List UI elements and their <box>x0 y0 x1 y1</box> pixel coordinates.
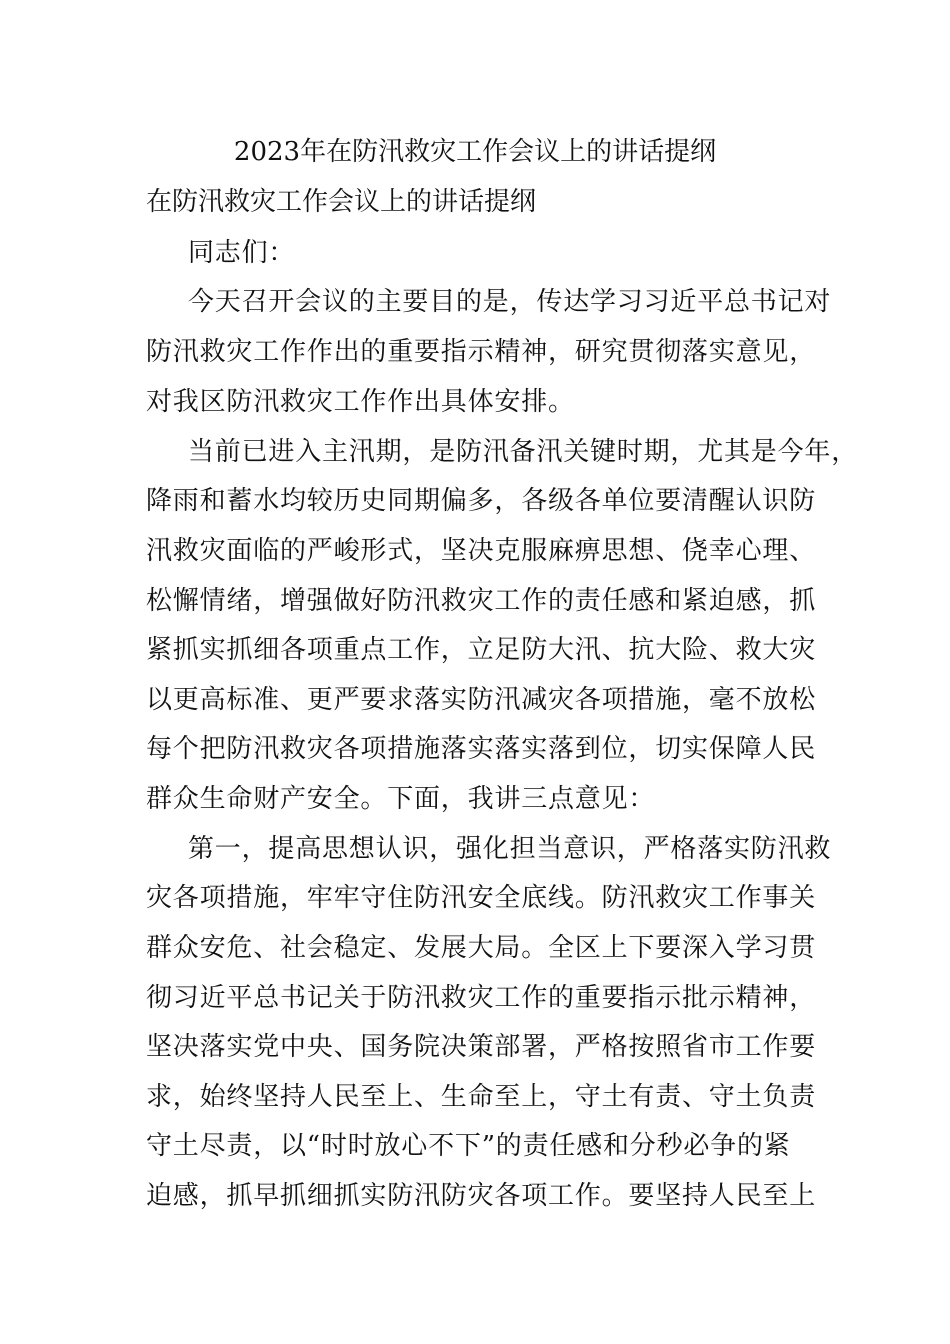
text-line: 对我区防汛救灾工作作出具体安排。 <box>146 387 575 417</box>
text-line: 紧抓实抓细各项重点工作，立足防大汛、抗大险、救大灾 <box>146 635 817 665</box>
text-line: 灾各项措施，牢牢守住防汛安全底线。防汛救灾工作事关 <box>146 883 817 913</box>
text-line: 防汛救灾工作作出的重要指示精神，研究贯彻落实意见， <box>146 337 817 367</box>
text-line: 守土尽责，以“时时放心不下”的责任感和分秒必争的紧 <box>146 1131 791 1161</box>
text-line: 汛救灾面临的严峻形式，坚决克服麻痹思想、侥幸心理、 <box>146 536 817 566</box>
document-subtitle: 在防汛救灾工作会议上的讲话提纲 <box>146 187 537 217</box>
document-title: 2023年在防汛救灾工作会议上的讲话提纲 <box>233 137 717 167</box>
text-line: 降雨和蓄水均较历史同期偏多，各级各单位要清醒认识防 <box>146 486 817 516</box>
text-line: 同志们： <box>188 238 296 268</box>
text-line: 群众安危、社会稳定、发展大局。全区上下要深入学习贯 <box>146 933 817 963</box>
text-line: 彻习近平总书记关于防汛救灾工作的重要指示批示精神， <box>146 983 817 1013</box>
text-line: 第一，提高思想认识，强化担当意识，严格落实防汛救 <box>188 834 832 864</box>
text-line: 今天召开会议的主要目的是，传达学习习近平总书记对 <box>188 287 832 317</box>
text-line: 当前已进入主汛期，是防汛备汛关键时期，尤其是今年， <box>188 437 859 467</box>
text-line: 求，始终坚持人民至上、生命至上，守土有责、守土负责 <box>146 1082 817 1112</box>
text-line: 松懈情绪，增强做好防汛救灾工作的责任感和紧迫感，抓 <box>146 586 817 616</box>
text-line: 迫感，抓早抓细抓实防汛防灾各项工作。要坚持人民至上 <box>146 1181 817 1211</box>
text-line: 以更高标准、更严要求落实防汛减灾各项措施，毫不放松 <box>146 685 817 715</box>
text-line: 群众生命财产安全。下面，我讲三点意见： <box>146 784 656 814</box>
text-line: 每个把防汛救灾各项措施落实落实落到位，切实保障人民 <box>146 734 817 764</box>
text-line: 坚决落实党中央、国务院决策部署，严格按照省市工作要 <box>146 1032 817 1062</box>
